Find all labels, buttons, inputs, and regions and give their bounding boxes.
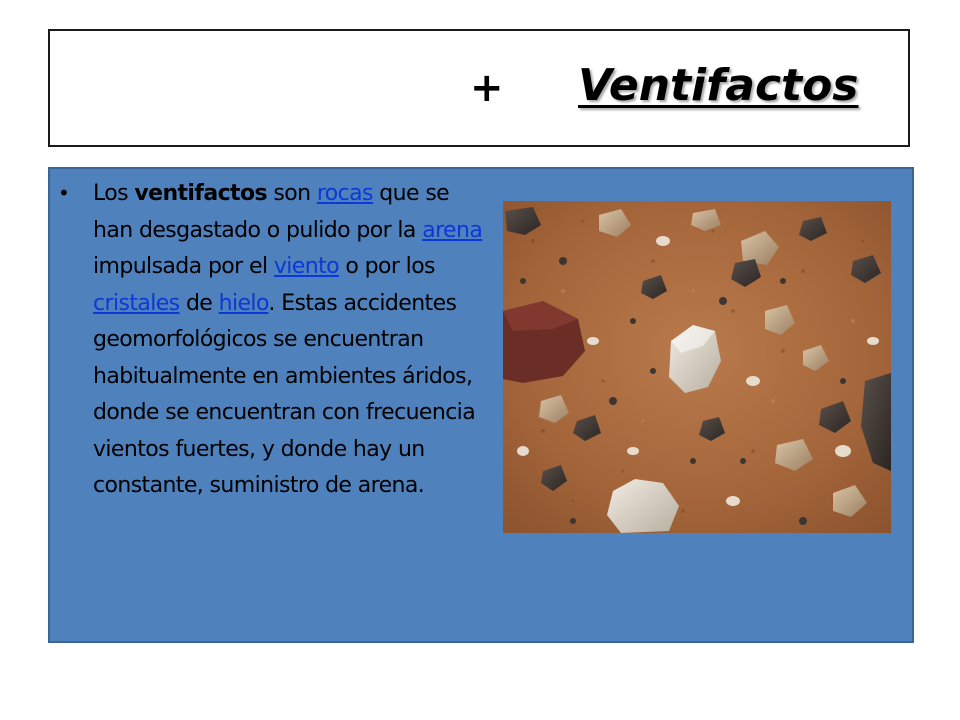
text-segment: son <box>266 181 317 206</box>
body-paragraph <box>93 176 485 505</box>
link-hielo[interactable]: hielo <box>218 290 269 316</box>
bullet-dot-icon: • <box>58 181 70 205</box>
text-segment: o por los <box>338 254 435 279</box>
link-rocas[interactable]: rocas <box>316 181 373 206</box>
text-segment: impulsada por el <box>93 254 274 279</box>
link-arena[interactable]: arena <box>422 217 483 243</box>
text-segment: Los <box>93 181 135 206</box>
text-segment: . Estas accidentes geomorfológicos se encuentran habitualmente en ambientes áridos, donde se encuentran con frecuencia vientos fuertes, y donde hay un constante, suministro de arena. <box>93 290 476 498</box>
link-cristales[interactable]: cristales <box>93 290 180 316</box>
text-segment: que se han desgastado o pulido por la <box>93 181 450 243</box>
slide-title: Ventifactos <box>578 60 859 111</box>
link-viento[interactable]: viento <box>273 254 339 279</box>
rocky-desert-ground-photo <box>503 201 891 533</box>
title-plus: + <box>470 65 504 111</box>
term-ventifactos: ventifactos <box>134 181 267 206</box>
text-segment: de <box>179 290 219 316</box>
